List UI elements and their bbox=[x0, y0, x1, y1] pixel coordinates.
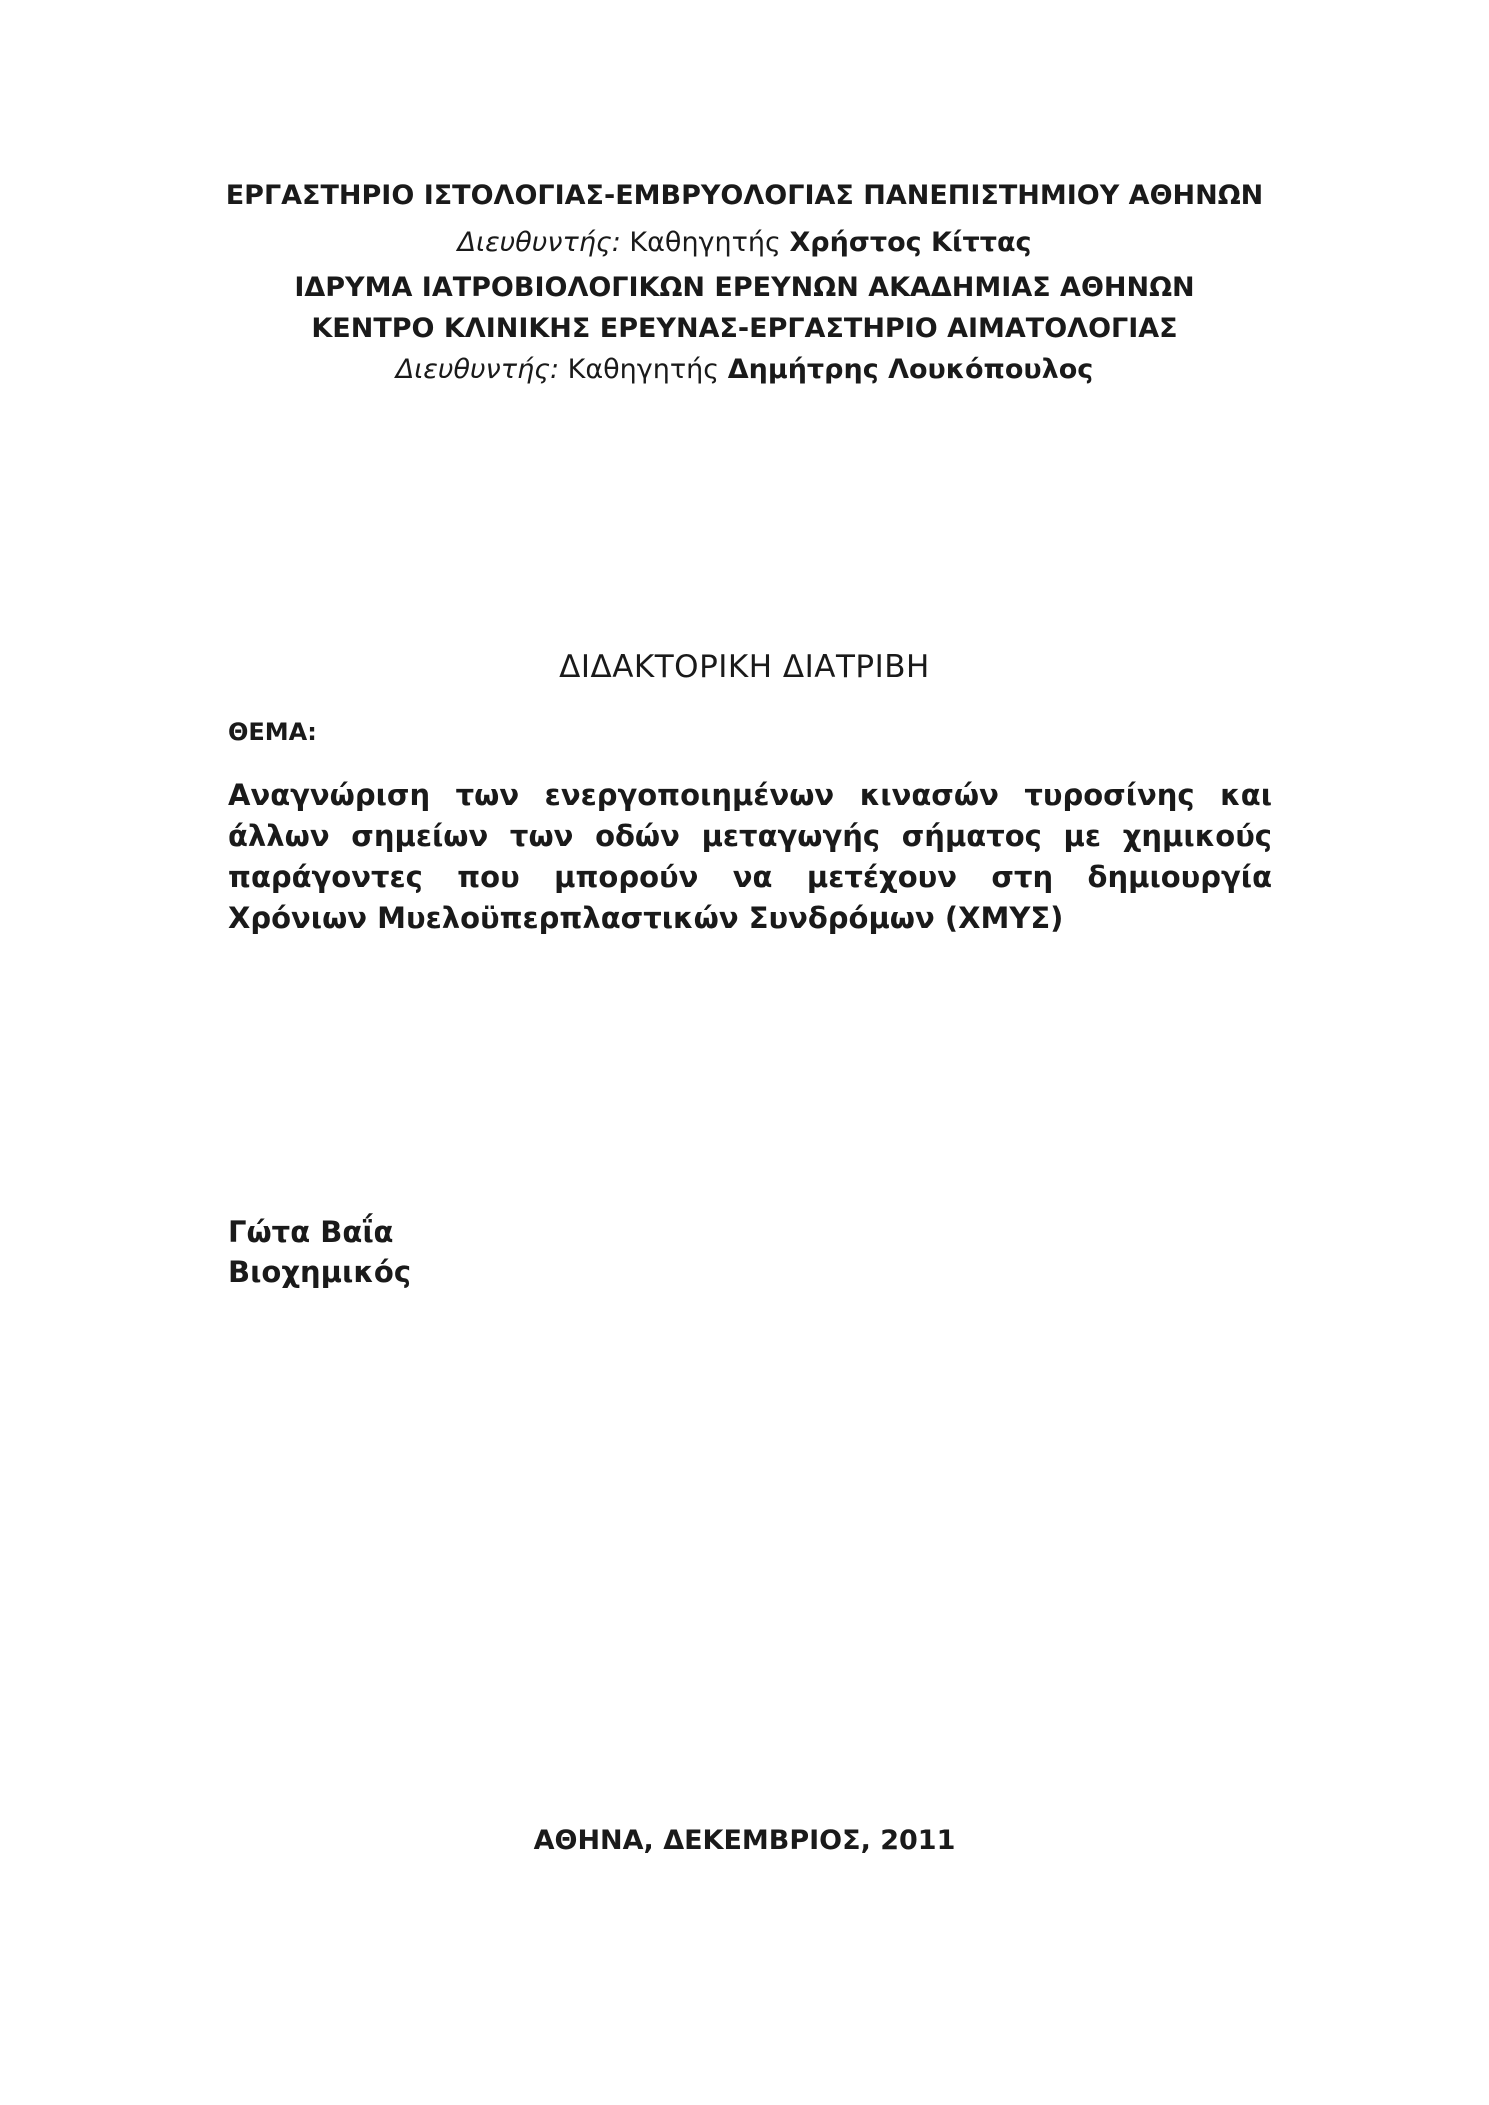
document-type-title: ΔΙΔΑΚΤΟΡΙΚΗ ΔΙΑΤΡΙΒΗ bbox=[559, 649, 930, 685]
director-2-role: Διευθυντής: bbox=[395, 354, 560, 385]
director-2-name: Δημήτρης Λουκόπουλος bbox=[727, 354, 1094, 385]
header-director-2 bbox=[0, 352, 1489, 388]
header-laboratory: ΕΡΓΑΣΤΗΡΙΟ ΙΣΤΟΛΟΓΙΑΣ-ΕΜΒΡΥΟΛΟΓΙΑΣ ΠΑΝΕΠΙΣΤΗΜΙΟΥ ΑΘΗΝΩΝ bbox=[225, 180, 1264, 211]
author-profession: Βιοχημικός bbox=[228, 1255, 412, 1289]
director-1-title: Καθηγητής bbox=[629, 227, 781, 258]
subject-text: Αναγνώριση των ενεργοποιημένων κινασών τυροσίνης και άλλων σημείων των οδών μεταγωγής σήματος με χημικούς παράγοντες που μπορούν να μετέχουν στη δημιουργία Χρόνιων Μυελοϋπερπλαστικών Συνδρόμων (ΧΜΥΣ) bbox=[228, 778, 1272, 935]
director-2-title: Καθηγητής bbox=[567, 354, 720, 385]
header-research-center: ΚΕΝΤΡΟ ΚΛΙΝΙΚΗΣ ΕΡΕΥΝΑΣ-ΕΡΓΑΣΤΗΡΙΟ ΑΙΜΑΤΟΛΟΓΙΑΣ bbox=[311, 313, 1178, 344]
director-1-name: Χρήστος Κίττας bbox=[789, 227, 1032, 258]
author-block bbox=[228, 1212, 411, 1292]
place-and-date: ΑΘΗΝΑ, ΔΕΚΕΜΒΡΙΟΣ, 2011 bbox=[533, 1825, 956, 1856]
header-director-1 bbox=[0, 225, 1489, 261]
subject-label: ΘΕΜΑ: bbox=[228, 718, 317, 746]
author-name: Γώτα Βαΐα bbox=[228, 1215, 394, 1249]
header-institute: ΙΔΡΥΜΑ ΙΑΤΡΟΒΙΟΛΟΓΙΚΩΝ ΕΡΕΥΝΩΝ ΑΚΑΔΗΜΙΑΣ ΑΘΗΝΩΝ bbox=[294, 272, 1195, 303]
director-1-role: Διευθυντής: bbox=[457, 227, 621, 258]
